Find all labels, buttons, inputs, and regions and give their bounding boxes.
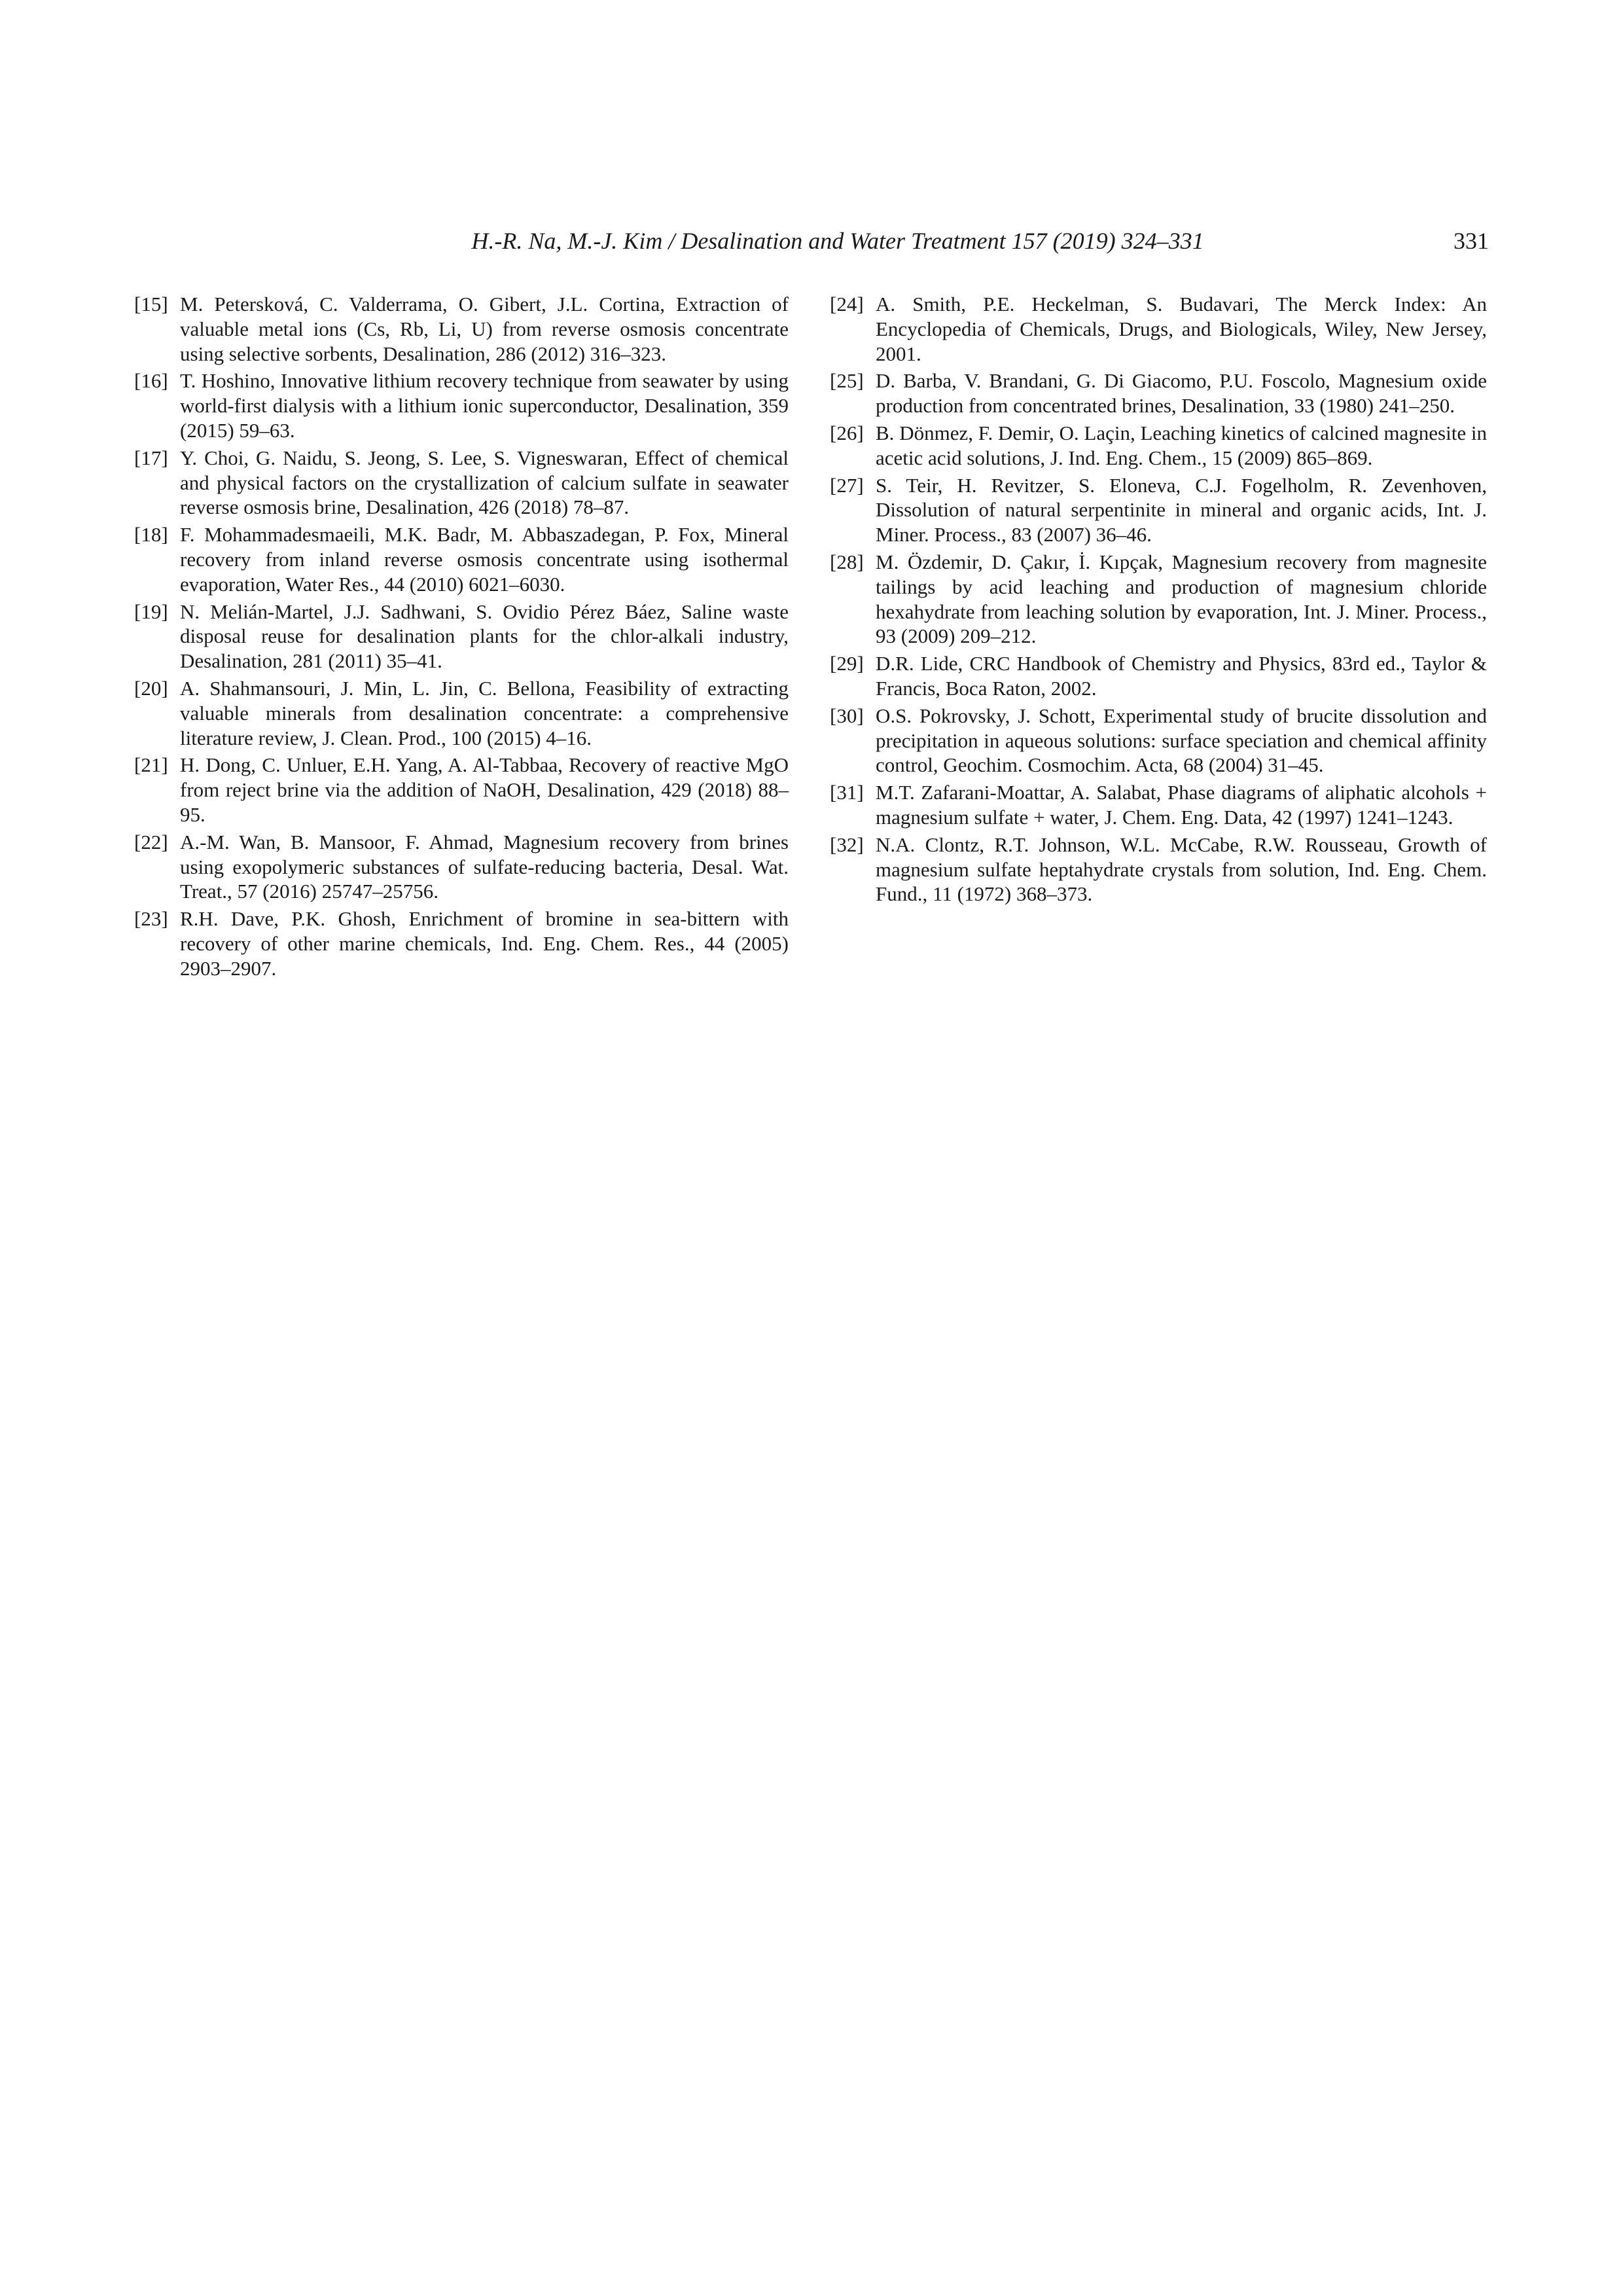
- reference-item: [134, 600, 789, 673]
- reference-item: [830, 550, 1487, 649]
- reference-number: [15]: [134, 293, 168, 315]
- reference-item: [830, 780, 1487, 830]
- reference-text: A. Smith, P.E. Heckelman, S. Budavari, The Merck Index: An Encyclopedia of Chemicals, Drugs, and Biologicals, Wiley, New Jersey, 2001.: [876, 293, 1487, 365]
- reference-item: [830, 651, 1487, 701]
- reference-item: [134, 830, 789, 904]
- reference-text: D. Barba, V. Brandani, G. Di Giacomo, P.U. Foscolo, Magnesium oxide production from concentrated brines, Desalination, 33 (1980) 241–250.: [876, 369, 1487, 418]
- reference-text: S. Teir, H. Revitzer, S. Eloneva, C.J. Fogelholm, R. Zevenhoven, Dissolution of natural serpentinite in mineral and organic acids, Int. J. Miner. Process., 83 (2007) 36–46.: [876, 473, 1487, 547]
- reference-number: [25]: [830, 369, 864, 393]
- page-number: 331: [1454, 228, 1489, 254]
- reference-item: [134, 906, 789, 980]
- reference-text: B. Dönmez, F. Demir, O. Laçin, Leaching kinetics of calcined magnesite in acetic acid solutions, J. Ind. Eng. Chem., 15 (2009) 865–869.: [876, 421, 1487, 469]
- reference-item: [830, 473, 1487, 547]
- reference-number: [24]: [830, 293, 864, 315]
- reference-number: [32]: [830, 833, 864, 856]
- reference-text: M. Özdemir, D. Çakır, İ. Kıpçak, Magnesium recovery from magnesite tailings by acid leaching and production of magnesium chloride hexahydrate from leaching solution by evaporation, Int. J. Miner. Process., 93 (2009) 209–212.: [876, 550, 1487, 648]
- reference-number: [30]: [830, 704, 864, 727]
- reference-text: F. Mohammadesmaeili, M.K. Badr, M. Abbaszadegan, P. Fox, Mineral recovery from inland reverse osmosis concentrate using isothermal evaporation, Water Res., 44 (2010) 6021–6030.: [180, 523, 789, 596]
- references-left-column: [134, 292, 789, 984]
- reference-number: [22]: [134, 830, 168, 853]
- reference-item: [134, 676, 789, 750]
- running-title: H.-R. Na, M.-J. Kim / Desalination and Water Treatment 157 (2019) 324–331: [471, 228, 1204, 254]
- reference-text: N.A. Clontz, R.T. Johnson, W.L. McCabe, R.W. Rousseau, Growth of magnesium sulfate heptahydrate crystals from solution, Ind. Eng. Chem. Fund., 11 (1972) 368–373.: [876, 833, 1487, 906]
- reference-item: [830, 292, 1487, 366]
- reference-text: A.-M. Wan, B. Mansoor, F. Ahmad, Magnesium recovery from brines using exopolymeric substances of sulfate-reducing bacteria, Desal. Wat. Treat., 57 (2016) 25747–25756.: [180, 830, 789, 903]
- reference-number: [19]: [134, 600, 168, 623]
- reference-item: [134, 446, 789, 520]
- reference-number: [31]: [830, 781, 864, 804]
- running-head: [134, 221, 1489, 260]
- reference-number: [17]: [134, 446, 168, 469]
- reference-number: [18]: [134, 523, 168, 547]
- reference-number: [21]: [134, 753, 168, 777]
- reference-item: [134, 522, 789, 596]
- reference-item: [830, 704, 1487, 778]
- reference-number: [20]: [134, 676, 168, 700]
- reference-item: [134, 292, 789, 366]
- reference-text: N. Melián-Martel, J.J. Sadhwani, S. Ovidio Pérez Báez, Saline waste disposal reuse for desalination plants for the chlor-alkali industry, Desalination, 281 (2011) 35–41.: [180, 600, 789, 673]
- reference-text: Y. Choi, G. Naidu, S. Jeong, S. Lee, S. Vigneswaran, Effect of chemical and physical factors on the crystallization of calcium sulfate in seawater reverse osmosis brine, Desalination, 426 (2018) 78–87.: [180, 446, 789, 519]
- reference-text: M.T. Zafarani-Moattar, A. Salabat, Phase diagrams of aliphatic alcohols + magnesium sulfate + water, J. Chem. Eng. Data, 42 (1997) 1241–1243.: [876, 781, 1487, 829]
- reference-text: D.R. Lide, CRC Handbook of Chemistry and Physics, 83rd ed., Taylor & Francis, Boca Raton, 2002.: [876, 652, 1487, 700]
- reference-text: M. Petersková, C. Valderrama, O. Gibert, J.L. Cortina, Extraction of valuable metal ions (Cs, Rb, Li, U) from reverse osmosis concentrate using selective sorbents, Desalination, 286 (2012) 316–323.: [180, 293, 789, 365]
- reference-text: H. Dong, C. Unluer, E.H. Yang, A. Al-Tabbaa, Recovery of reactive MgO from reject brine via the addition of NaOH, Desalination, 429 (2018) 88–95.: [180, 753, 789, 826]
- reference-item: [830, 421, 1487, 471]
- references-right-column: [830, 292, 1487, 909]
- reference-number: [28]: [830, 550, 864, 573]
- reference-item: [830, 833, 1487, 906]
- reference-item: [830, 368, 1487, 418]
- reference-text: R.H. Dave, P.K. Ghosh, Enrichment of bromine in sea-bittern with recovery of other marine chemicals, Ind. Eng. Chem. Res., 44 (2005) 2903–2907.: [180, 907, 789, 980]
- reference-number: [26]: [830, 421, 864, 444]
- reference-number: [29]: [830, 652, 864, 675]
- reference-item: [134, 368, 789, 442]
- reference-text: O.S. Pokrovsky, J. Schott, Experimental study of brucite dissolution and precipitation in aqueous solutions: surface speciation and chemical affinity control, Geochim. Cosmochim. Acta, 68 (2004) 31–45.: [876, 704, 1487, 777]
- reference-number: [16]: [134, 369, 168, 393]
- reference-item: [134, 753, 789, 827]
- reference-number: [23]: [134, 907, 168, 931]
- reference-number: [27]: [830, 473, 864, 497]
- reference-text: T. Hoshino, Innovative lithium recovery technique from seawater by using world-first dialysis with a lithium ionic superconductor, Desalination, 359 (2015) 59–63.: [180, 369, 789, 442]
- reference-text: A. Shahmansouri, J. Min, L. Jin, C. Bellona, Feasibility of extracting valuable minerals from desalination concentrate: a comprehensive literature review, J. Clean. Prod., 100 (2015) 4–16.: [180, 676, 789, 749]
